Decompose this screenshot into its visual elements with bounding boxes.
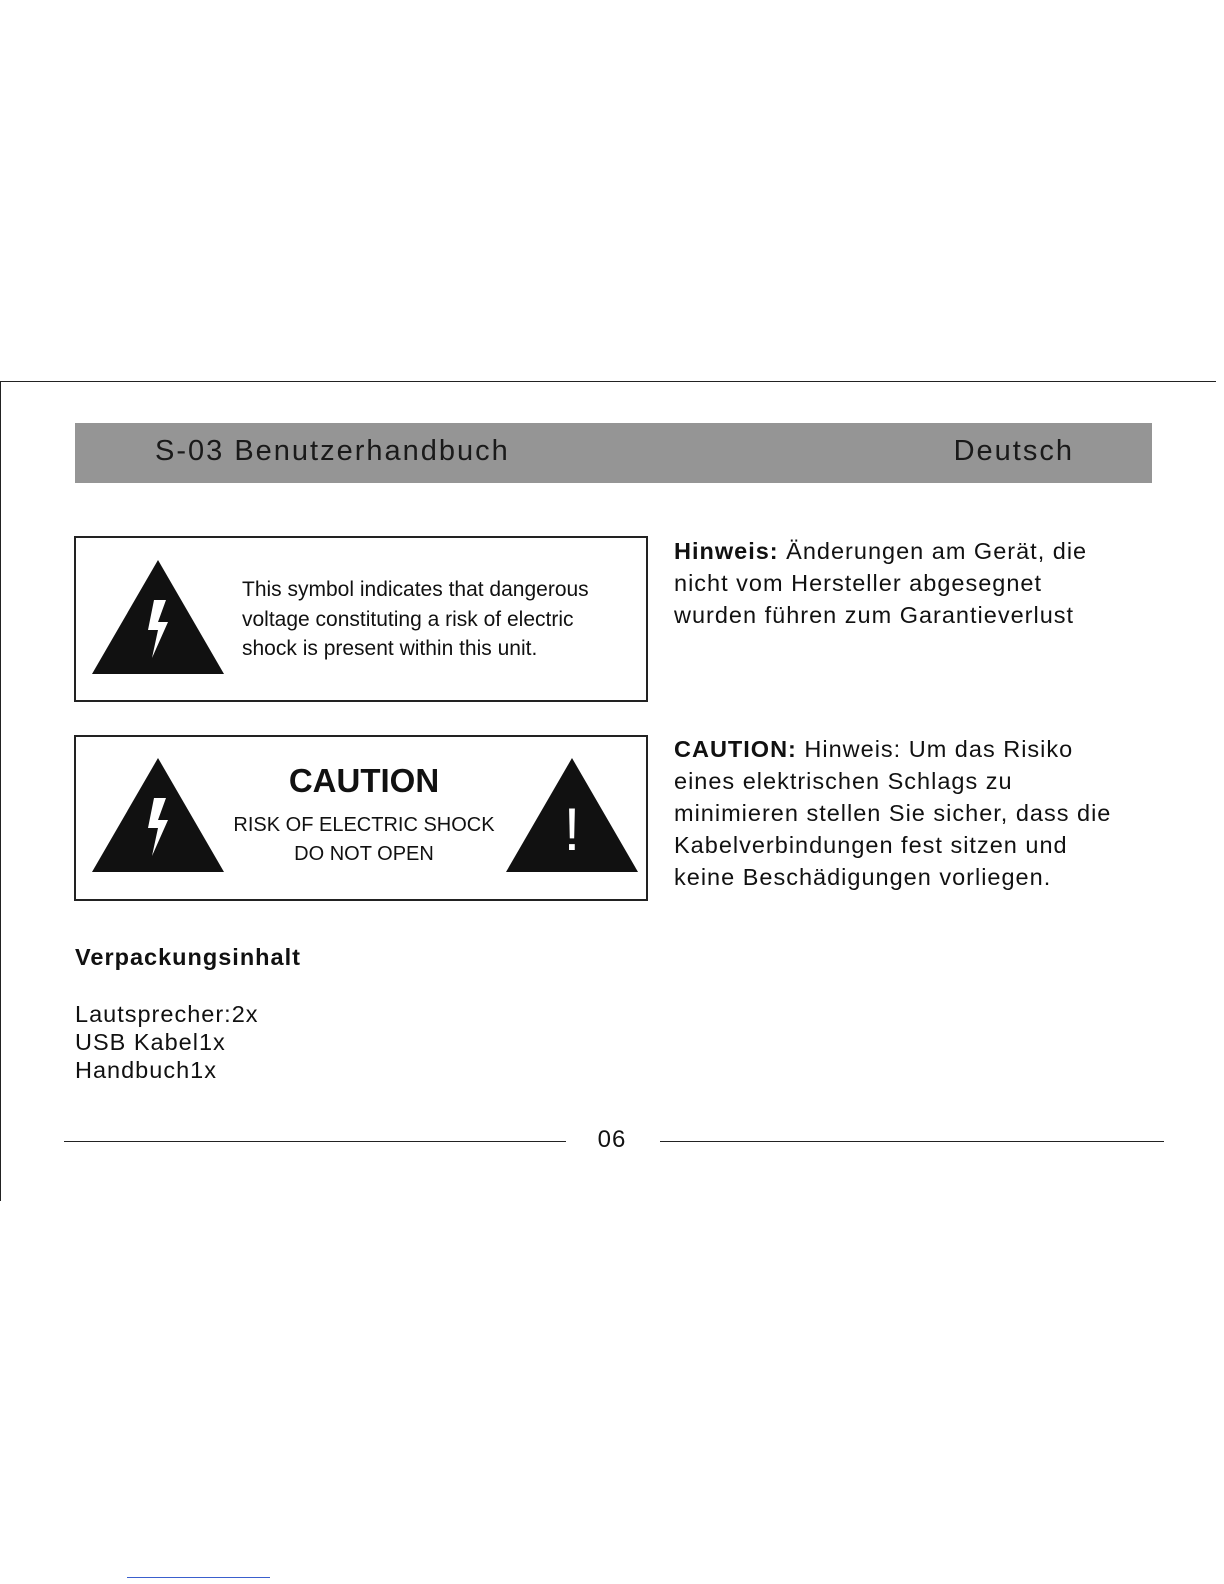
scan-artifact-line [127, 1577, 270, 1578]
note-text: minimieren stellen Sie sicher, dass die [674, 800, 1112, 826]
exclamation-mark: ! [563, 796, 581, 863]
caution-line: DO NOT OPEN [294, 843, 434, 865]
note-text: Hinweis: Um das Risiko [796, 736, 1074, 762]
manual-title: S-03 Benutzerhandbuch [155, 435, 510, 467]
language-label: Deutsch [953, 435, 1074, 467]
caution-text-block [216, 761, 512, 869]
hinweis-note [674, 535, 1087, 631]
note-text: nicht vom Hersteller abgesegnet [674, 570, 1043, 596]
footer-rule-left [64, 1141, 566, 1142]
lightning-triangle-icon [90, 756, 226, 874]
warning-line: This symbol indicates that dangerous [242, 578, 589, 601]
caution-line: RISK OF ELECTRIC SHOCK [233, 814, 495, 836]
list-item: Handbuch1x [75, 1057, 217, 1083]
voltage-warning-box [74, 536, 648, 702]
caution-note [674, 733, 1111, 893]
list-item: Lautsprecher:2x [75, 1001, 259, 1027]
package-contents-list [75, 1000, 259, 1084]
caution-subtext [216, 811, 512, 869]
left-rule [0, 381, 1, 1201]
warning-line: voltage constituting a risk of electric [242, 607, 574, 631]
warning-line: shock is present within this unit. [242, 637, 538, 660]
note-text: Kabelverbindungen fest sitzen und [674, 832, 1068, 858]
header-band [75, 423, 1152, 483]
top-rule [0, 381, 1216, 382]
package-contents-heading: Verpackungsinhalt [75, 944, 301, 970]
note-label: Hinweis: [674, 538, 779, 564]
page-number: 06 [597, 1126, 627, 1153]
list-item: USB Kabel1x [75, 1029, 226, 1055]
note-text: eines elektrischen Schlags zu [674, 768, 1013, 794]
note-text: wurden führen zum Garantieverlust [674, 602, 1075, 628]
footer-rule-right [660, 1141, 1164, 1142]
note-text: Änderungen am Gerät, die [778, 538, 1088, 564]
exclamation-triangle-icon [504, 756, 640, 874]
caution-title: CAUTION [288, 762, 440, 799]
note-text: keine Beschädigungen vorliegen. [674, 864, 1052, 890]
voltage-warning-text [242, 575, 632, 664]
lightning-triangle-icon [90, 558, 226, 676]
caution-box [74, 735, 648, 901]
note-label: CAUTION: [674, 736, 797, 762]
